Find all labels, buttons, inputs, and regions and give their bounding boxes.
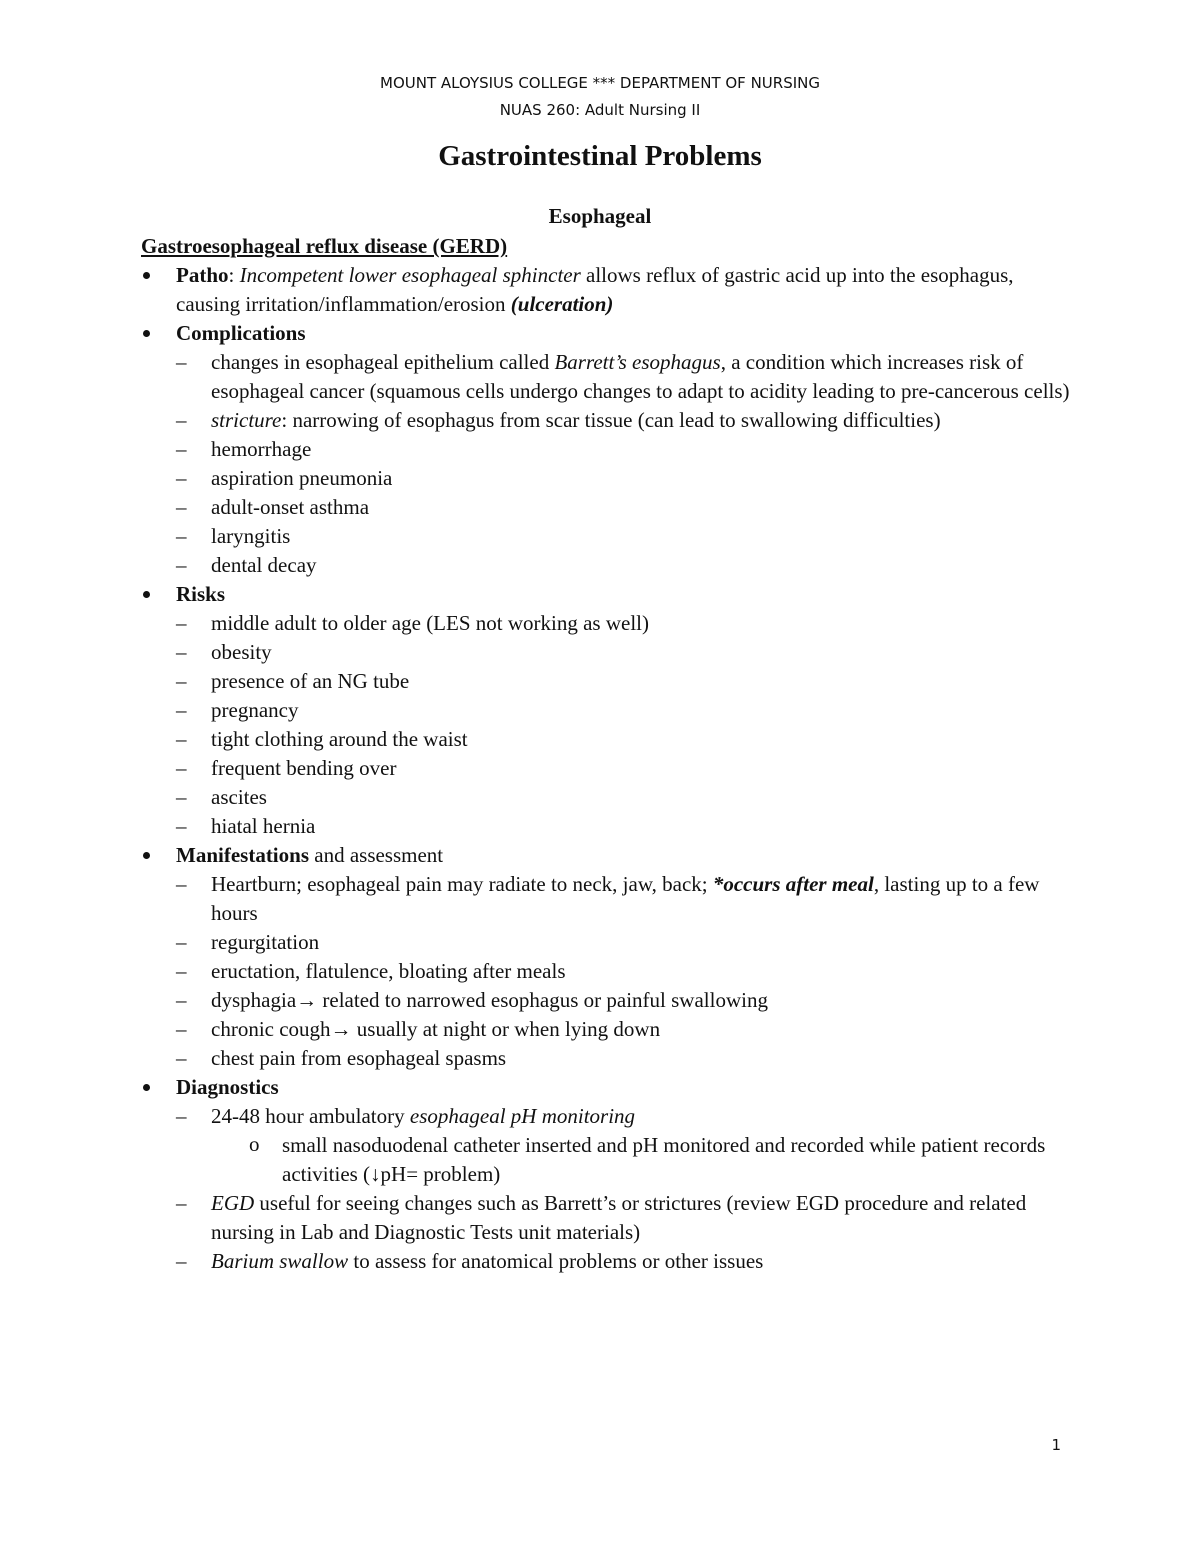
course-header: NUAS 260: Adult Nursing II — [499, 101, 701, 119]
page-number: 1 — [1051, 1436, 1061, 1454]
complications-item — [141, 319, 1071, 580]
diagnostics-list — [176, 1102, 1071, 1276]
patho-item: Patho: Incompetent lower esophageal sphincter allows reflux of gastric acid up into the esophagus, causing irritation/inflammation/erosion (ulceration) — [141, 261, 1071, 319]
list-item: – adult-onset asthma — [176, 493, 1071, 522]
page-title: Gastrointestinal Problems — [438, 140, 762, 172]
list-item: o small nasoduodenal catheter inserted and pH monitored and recorded while patient records activities (↓pH= problem) — [211, 1131, 1071, 1189]
diagnostics-label: Diagnostics — [176, 1075, 279, 1099]
list-item: – eructation, flatulence, bloating after meals — [176, 957, 1071, 986]
complications-label: Complications — [176, 321, 306, 345]
section-heading: Esophageal — [548, 204, 652, 228]
college-header: MOUNT ALOYSIUS COLLEGE *** DEPARTMENT OF NURSING — [380, 74, 820, 92]
list-item: – hemorrhage — [176, 435, 1071, 464]
risks-list — [176, 609, 1071, 841]
list-item: – aspiration pneumonia — [176, 464, 1071, 493]
main-list — [141, 261, 1071, 1276]
list-item: – hiatal hernia — [176, 812, 1071, 841]
ulceration-emphasis: (ulceration) — [510, 292, 614, 316]
ph-sublist — [211, 1131, 1071, 1189]
list-item: – laryngitis — [176, 522, 1071, 551]
list-item: – EGD useful for seeing changes such as Barrett’s or strictures (review EGD procedure and related nursing in Lab and Diagnostic Tests unit materials) — [176, 1189, 1071, 1247]
topic-heading: Gastroesophageal reflux disease (GERD) — [141, 234, 508, 258]
list-item: – 24-48 hour ambulatory esophageal pH monitoring o small nasoduodenal catheter inserted and pH monitored and recorded while patient records activities (↓pH= problem) — [176, 1102, 1071, 1189]
diagnostics-item — [141, 1073, 1071, 1276]
list-item: – dental decay — [176, 551, 1071, 580]
list-item: – chest pain from esophageal spasms — [176, 1044, 1071, 1073]
manifestations-label: Manifestations — [176, 843, 309, 867]
risks-label: Risks — [176, 582, 226, 606]
list-item: – middle adult to older age (LES not working as well) — [176, 609, 1071, 638]
list-item: – regurgitation — [176, 928, 1071, 957]
list-item: – tight clothing around the waist — [176, 725, 1071, 754]
list-item: – changes in esophageal epithelium called Barrett’s esophagus, a condition which increases risk of esophageal cancer (squamous cells undergo changes to adapt to acidity leading to pre-cancerous cells) — [176, 348, 1071, 406]
list-item: – Heartburn; esophageal pain may radiate to neck, jaw, back; *occurs after meal, lasting up to a few hours — [176, 870, 1071, 928]
list-item: – presence of an NG tube — [176, 667, 1071, 696]
manifestations-item: Manifestations and assessment – Heartburn; esophageal pain may radiate to neck, jaw, back; *occurs after meal, lasting up to a few hours – regurgitation – eructation, flatulence, bloating after meals – dysphagia→ related to narrowed esophagus or painful swallowing – chronic cough→ usually at night or when lying down – chest pain from esophageal spasms — [141, 841, 1071, 1073]
list-item: – stricture: narrowing of esophagus from scar tissue (can lead to swallowing difficulties) — [176, 406, 1071, 435]
document-body — [141, 232, 1071, 1276]
list-item: – chronic cough→ usually at night or when lying down — [176, 1015, 1071, 1044]
list-item: – pregnancy — [176, 696, 1071, 725]
list-item: – ascites — [176, 783, 1071, 812]
patho-label: Patho — [176, 263, 229, 287]
complications-list — [176, 348, 1071, 580]
list-item: – frequent bending over — [176, 754, 1071, 783]
list-item: – obesity — [176, 638, 1071, 667]
list-item: – dysphagia→ related to narrowed esophagus or painful swallowing — [176, 986, 1071, 1015]
patho-italic: Incompetent lower esophageal sphincter — [239, 263, 581, 287]
risks-item — [141, 580, 1071, 841]
manifestations-list — [176, 870, 1071, 1073]
list-item: – Barium swallow to assess for anatomical problems or other issues — [176, 1247, 1071, 1276]
